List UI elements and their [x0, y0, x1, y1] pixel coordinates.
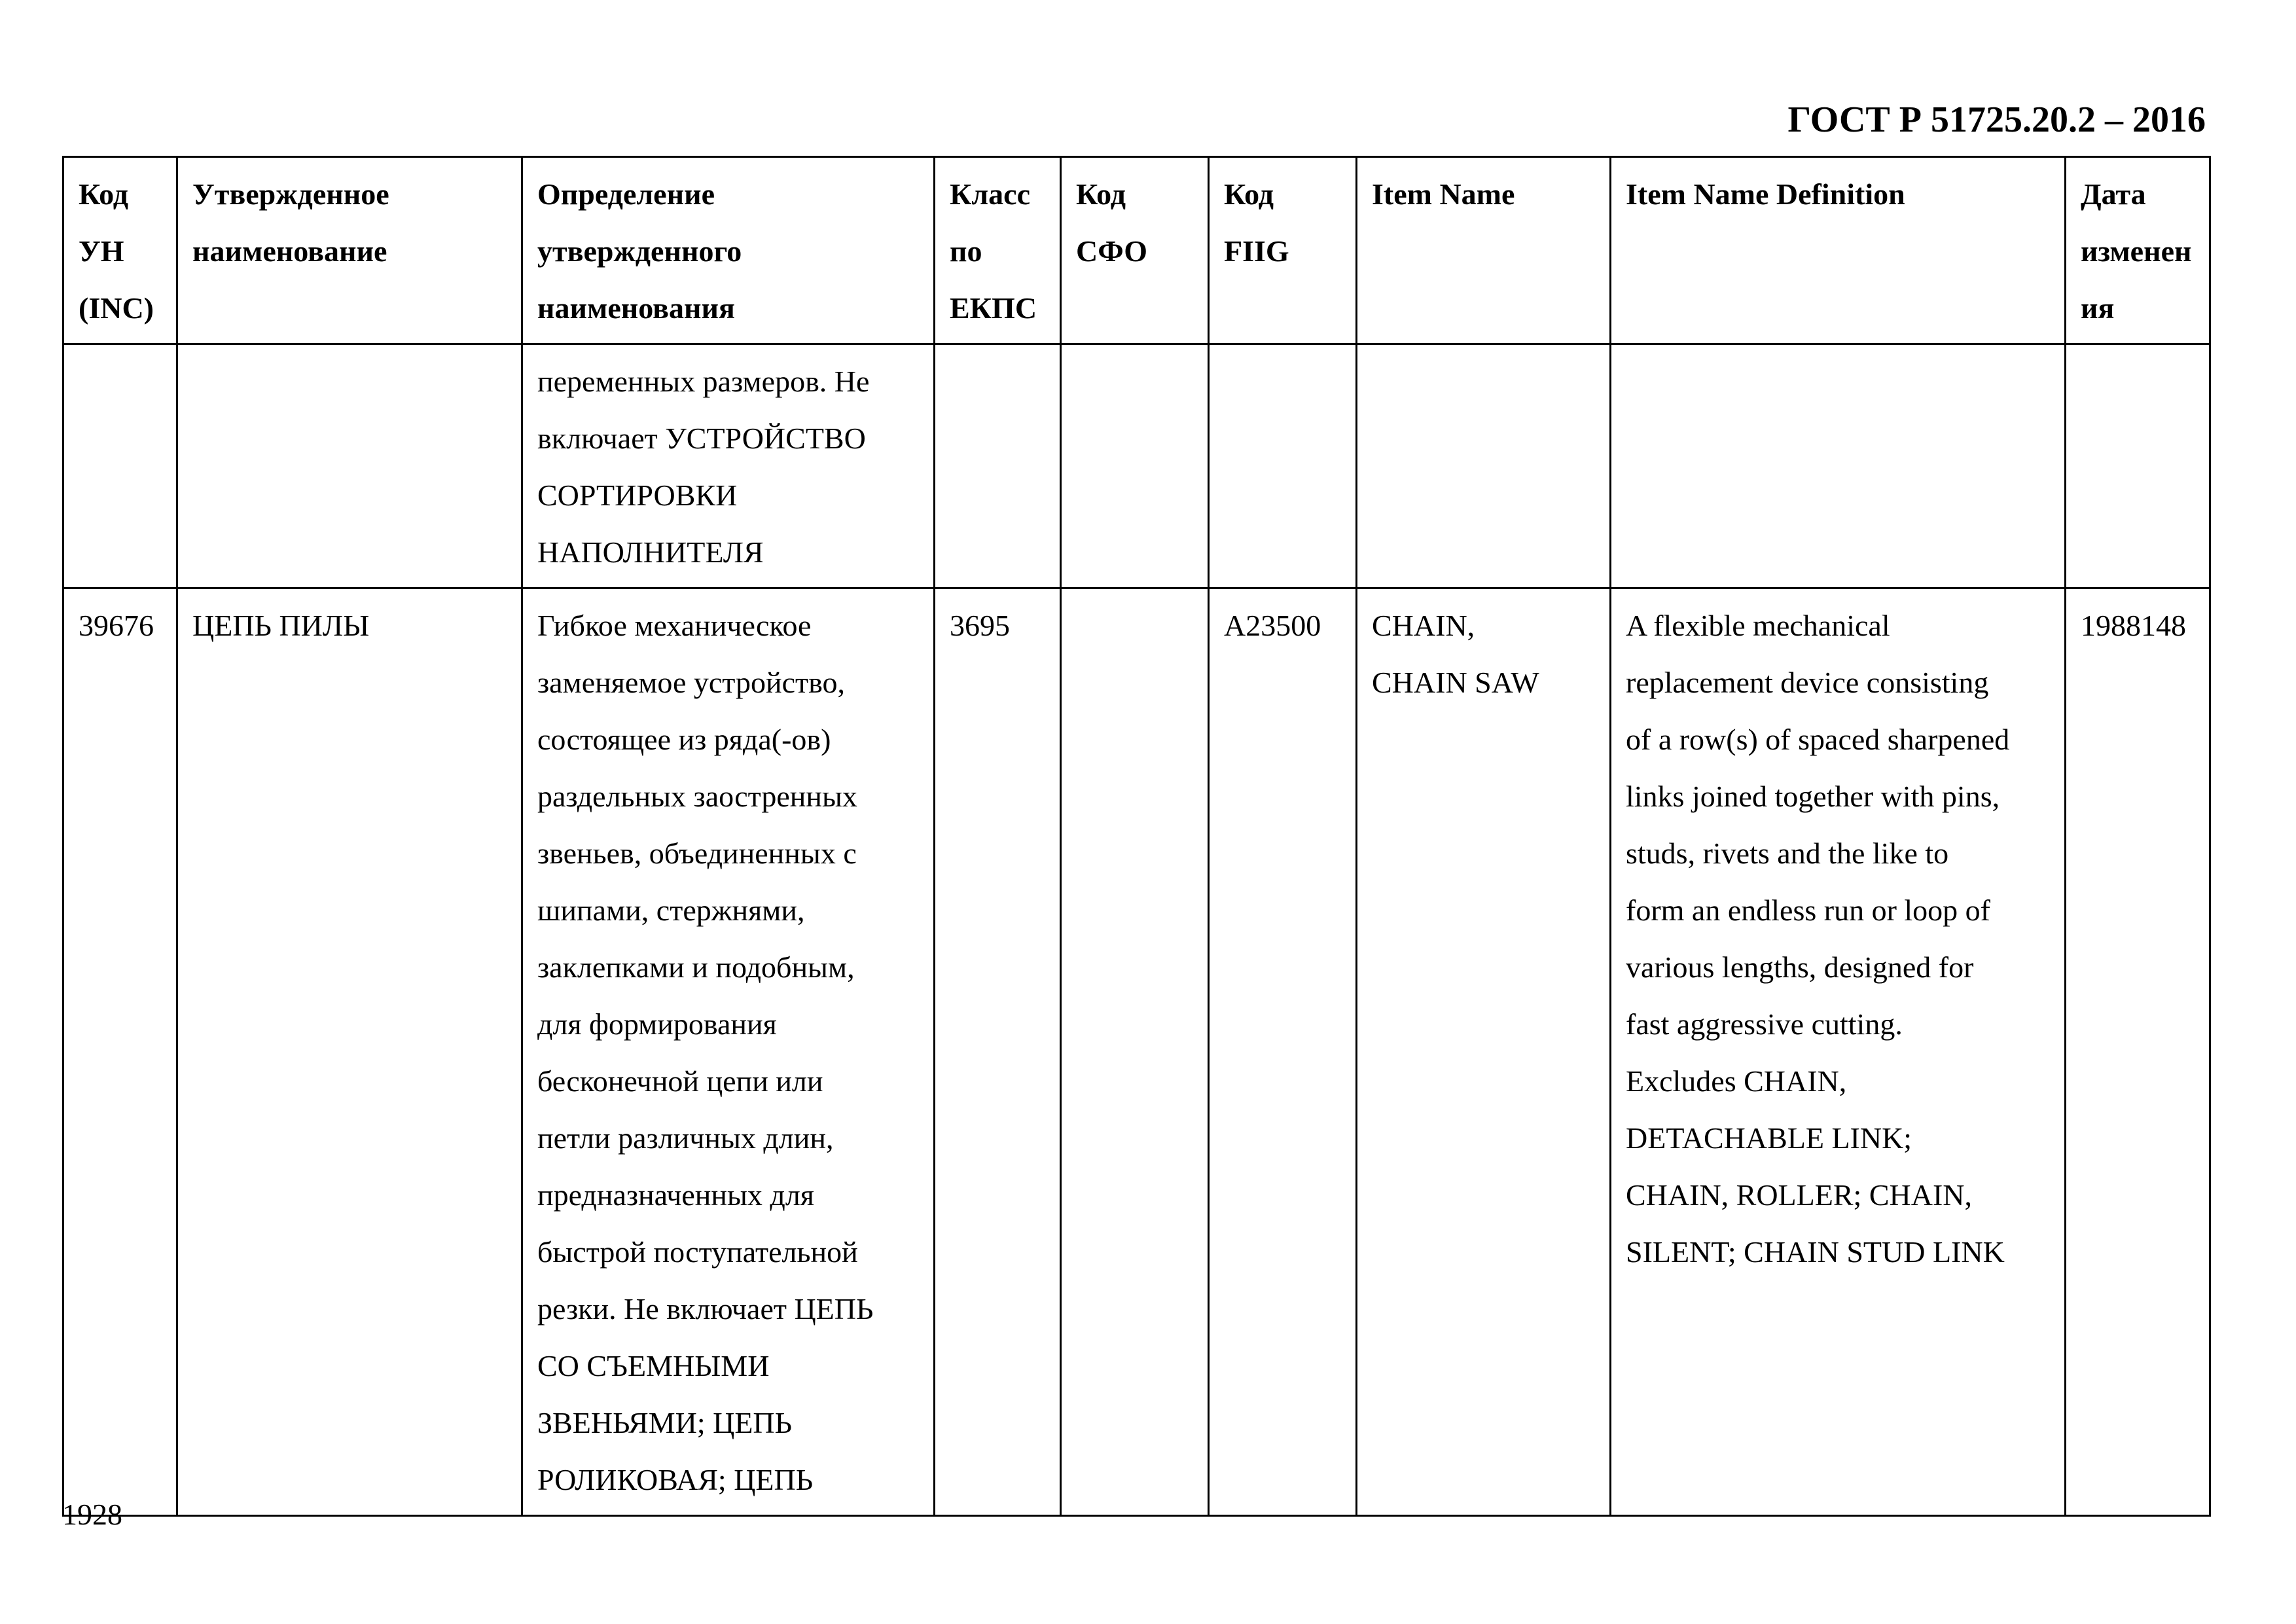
cell-item-name	[1357, 344, 1611, 588]
table-row	[63, 588, 2210, 1516]
header-inc: Код УН (INC)	[63, 157, 177, 344]
header-sfo-code: Код СФО	[1061, 157, 1209, 344]
header-fiig-code: Код FIIG	[1209, 157, 1357, 344]
cell-item-name-definition: A flexible mechanical replacement device consisting of a row(s) of spaced sharpened links joined together with pins, studs, rivets and the like to form an endless run or loop of various lengths, designed for fast aggressive cutting. Excludes CHAIN, DETACHABLE LINK; CHAIN, ROLLER; CHAIN, SILENT; CHAIN STUD LINK	[1611, 588, 2066, 1516]
cell-approved-name: ЦЕПЬ ПИЛЫ	[177, 588, 522, 1516]
cell-change-date	[2066, 344, 2210, 588]
cell-item-name: CHAIN, CHAIN SAW	[1357, 588, 1611, 1516]
cell-approved-name	[177, 344, 522, 588]
cell-item-name-definition	[1611, 344, 2066, 588]
header-definition: Определение утвержденного наименования	[522, 157, 935, 344]
cell-definition: Гибкое механическое заменяемое устройство, состоящее из ряда(-ов) раздельных заостренных звеньев, объединенных с шипами, стержнями, заклепками и подобным, для формирования бесконечной цепи или петли различных длин, предназначенных для быстрой поступательной резки. Не включает ЦЕПЬ СО СЪЕМНЫМИ ЗВЕНЬЯМИ; ЦЕПЬ РОЛИКОВАЯ; ЦЕПЬ	[522, 588, 935, 1516]
cell-fiig-code: A23500	[1209, 588, 1357, 1516]
table-header-row	[63, 157, 2210, 344]
header-approved-name: Утвержденное наименование	[177, 157, 522, 344]
cell-inc	[63, 344, 177, 588]
nomenclature-table	[62, 156, 2211, 1517]
cell-definition-continuation: переменных размеров. Не включает УСТРОЙСТВО СОРТИРОВКИ НАПОЛНИТЕЛЯ	[522, 344, 935, 588]
header-item-name-definition: Item Name Definition	[1611, 157, 2066, 344]
cell-change-date: 1988148	[2066, 588, 2210, 1516]
header-class: Класс по ЕКПС	[935, 157, 1061, 344]
cell-sfo-code	[1061, 344, 1209, 588]
header-item-name: Item Name	[1357, 157, 1611, 344]
cell-fiig-code	[1209, 344, 1357, 588]
cell-sfo-code	[1061, 588, 1209, 1516]
cell-class	[935, 344, 1061, 588]
cell-inc: 39676	[63, 588, 177, 1516]
document-standard-title: ГОСТ Р 51725.20.2 – 2016	[1787, 99, 2206, 140]
cell-class: 3695	[935, 588, 1061, 1516]
header-change-date: Дата изменен ия	[2066, 157, 2210, 344]
table-row-continuation	[63, 344, 2210, 588]
page-number: 1928	[62, 1498, 122, 1531]
